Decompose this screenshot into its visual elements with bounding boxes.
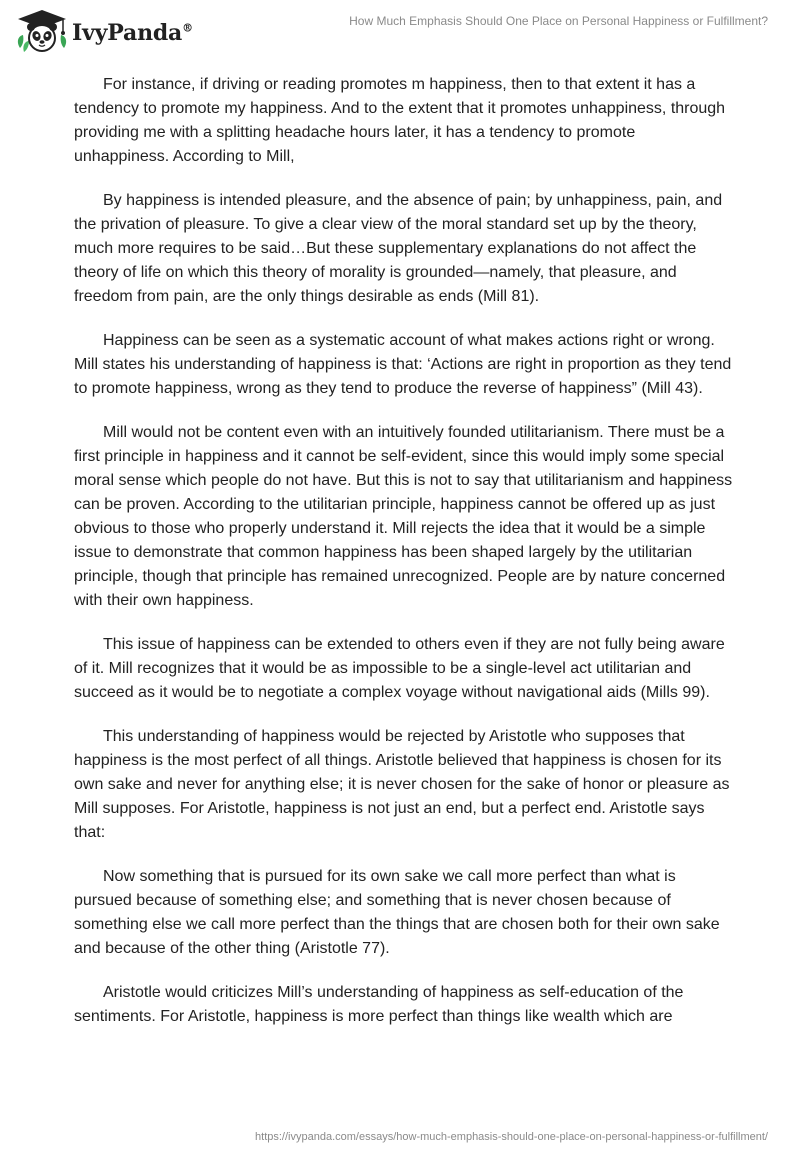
paragraph: Mill would not be content even with an intuitively founded utilitarianism. There must be a first principle in happiness and it cannot be self-evident, since this would imply some special moral sense which people do not have. But this is not to say that utilitarianism and happiness can be proven. According to the utilitarian principle, happiness cannot be offered up as just obvious to those who properly understand it. Mill rejects the idea that it would be a simple issue to demonstrate that common happiness has been shaped largely by the utilitarian principle, though that principle has remained unrecognized. People are by nature concerned with their own happiness. bbox=[74, 424, 733, 609]
paragraph: Happiness can be seen as a systematic account of what makes actions right or wrong. Mill states his understanding of happiness is that: ‘Actions are right in proportion as they tend to promote happiness, wrong as they tend to produce the reverse of happiness” (Mill 43). bbox=[74, 332, 732, 397]
block-quote: By happiness is intended pleasure, and the absence of pain; by unhappiness, pain, and the privation of pleasure. To give a clear view of the moral standard set up by the theory, much more requires to be said…But these supplementary explanations do not affect the theory of life on which this theory of morality is grounded—namely, that pleasure, and freedom from pain, are the only things desirable as ends (Mill 81). bbox=[74, 192, 723, 305]
panda-graduate-icon bbox=[14, 8, 70, 54]
block-quote: Now something that is pursued for its own sake we call more perfect than what is pursued because of something else; and something that is never chosen because of something else we call more perfect than the things that are chosen both for their own sake and because of the other thing (Aristotle 77). bbox=[74, 868, 720, 957]
paragraph: For instance, if driving or reading promotes m happiness, then to that extent it has a tendency to promote my happiness. And to the extent that it promotes unhappiness, through providing me with a splitting headache hours later, it has a tendency to promote unhappiness. According to Mill, bbox=[74, 76, 726, 165]
paragraph: This issue of happiness can be extended to others even if they are not fully being aware of it. Mill recognizes that it would be as impossible to be a single-level act utilitarian and succeed as it would be to negotiate a complex voyage without navigational aids (Mills 99). bbox=[74, 636, 725, 701]
ivypanda-logo[interactable] bbox=[14, 8, 193, 54]
paragraph: Aristotle would criticizes Mill’s understanding of happiness as self-education of the sentiments. For Aristotle, happiness is more perfect than things like wealth which are bbox=[74, 984, 684, 1025]
document-title: How Much Emphasis Should One Place on Personal Happiness or Fulfillment? bbox=[349, 14, 768, 28]
source-url[interactable]: https://ivypanda.com/essays/how-much-emphasis-should-one-place-on-personal-happiness-or-fulfillment/ bbox=[255, 1131, 768, 1143]
essay-body bbox=[74, 73, 734, 1049]
page-header bbox=[0, 0, 800, 60]
paragraph: This understanding of happiness would be rejected by Aristotle who supposes that happiness is the most perfect of all things. Aristotle believed that happiness is chosen for its own sake and never for anything else; it is never chosen for the sake of honor or pleasure as Mill supposes. For Aristotle, happiness is not just an end, but a perfect end. Aristotle says that: bbox=[74, 728, 730, 841]
brand-name: IvyPanda® bbox=[72, 20, 193, 46]
